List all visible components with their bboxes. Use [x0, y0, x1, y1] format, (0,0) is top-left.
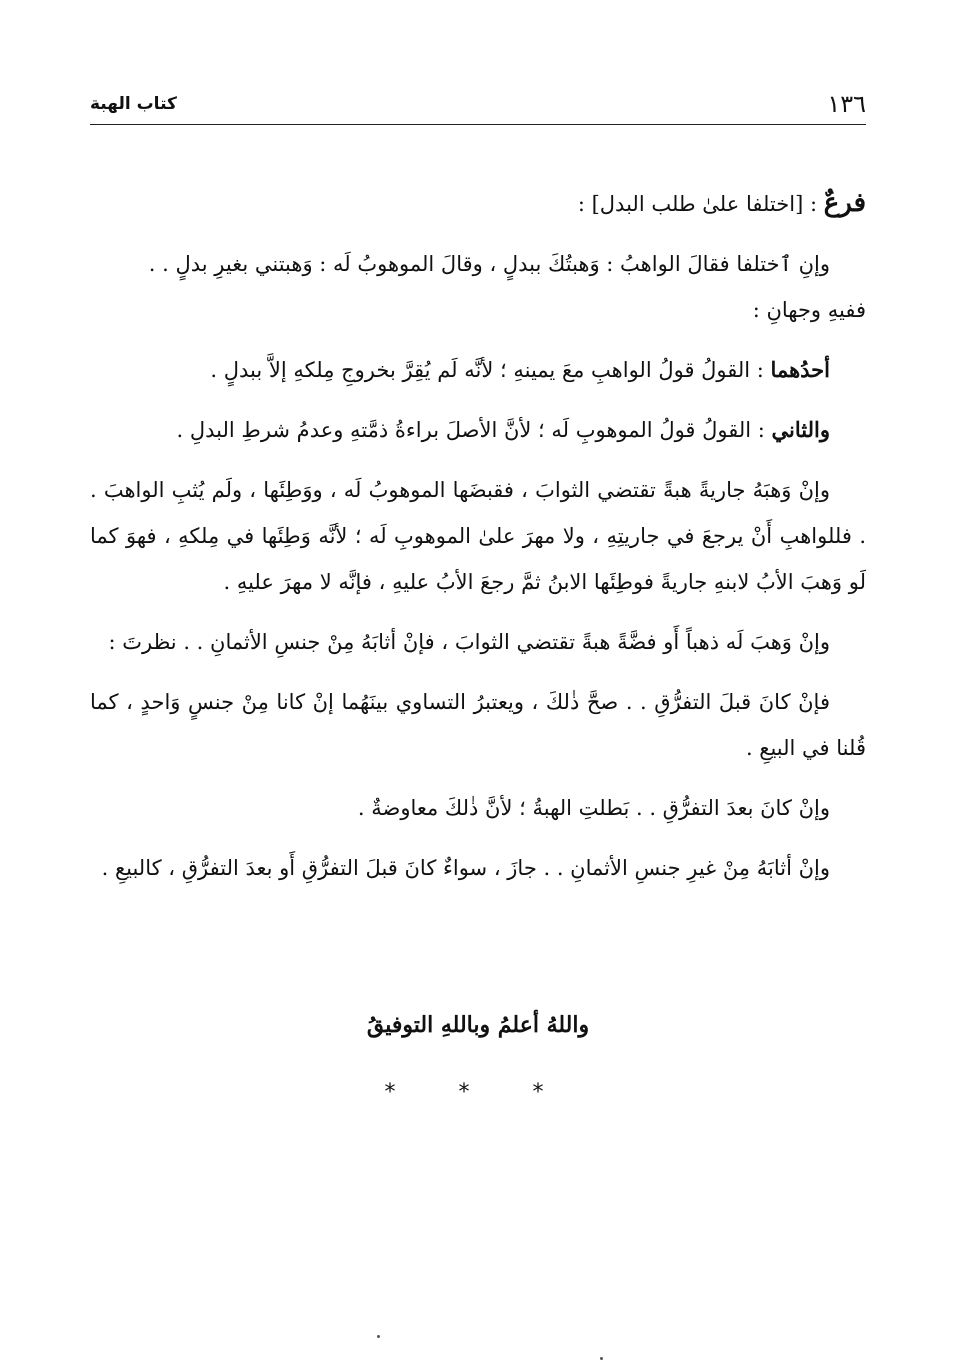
- section-label: فرعٌ: [823, 188, 866, 218]
- running-head: كتاب الهبة: [90, 94, 177, 114]
- page-number: ١٣٦: [827, 90, 866, 118]
- paragraph-lead: والثاني: [771, 417, 830, 442]
- paragraph-text: وإنِ ٱختلفا فقالَ الواهبُ : وَهبتُكَ ببدلٍ ، وقالَ الموهوبُ لَه : وَهبتني بغيرِ بدلٍ . .: [148, 252, 830, 276]
- section-separator: * * *: [384, 1080, 572, 1105]
- paragraph: [90, 407, 866, 453]
- closing-line: واللهُ أعلمُ وباللهِ التوفيقُ: [366, 1012, 590, 1038]
- paragraph-text: : القولُ قولُ الموهوبِ لَه ؛ لأنَّ الأصلَ براءةُ ذمَّتهِ وعدمُ شرطِ البدلِ .: [176, 418, 772, 442]
- scan-speck: [600, 1357, 603, 1360]
- paragraph-text: وإنْ وَهبَهُ جاريةً هبةً تقتضي الثوابَ ، فقبضَها الموهوبُ لَه ، ووَطِئَها ، ولَم يُثبِ الواهبَ . . فللواهبِ أَنْ يرجعَ في جاريتِهِ ، ولا مهرَ علىٰ الموهوبِ لَه ؛ لأنَّه وَطِئَها في مِلكهِ ، فهوَ كما لَو وَهبَ الأبُ لابنهِ جاريةً فوطِئَها الابنُ ثمَّ رجعَ الأبُ عليهِ ، فإنَّه لا مهرَ عليهِ .: [90, 478, 866, 594]
- paragraph-text: ففيهِ وجهانِ :: [752, 298, 866, 322]
- paragraph: [90, 467, 866, 605]
- paragraph-text: وإنْ أثابَهُ مِنْ غيرِ جنسِ الأثمانِ . . جازَ ، سواءٌ كانَ قبلَ التفرُّقِ أَو بعدَ التفرُّقِ ، كالبيعِ .: [101, 856, 830, 880]
- paragraph-text: وإنْ وَهبَ لَه ذهباً أَو فضَّةً هبةً تقتضي الثوابَ ، فإنْ أثابَهُ مِنْ جنسِ الأثمانِ . . نظرتَ :: [108, 630, 830, 654]
- scan-speck: [377, 1335, 380, 1338]
- paragraph-lead: أحدُهما: [770, 357, 830, 382]
- paragraph: [90, 785, 866, 831]
- section-heading: [90, 180, 866, 227]
- page-header: [90, 82, 866, 122]
- paragraph: [90, 347, 866, 393]
- body-text: [90, 180, 866, 905]
- paragraph: [90, 619, 866, 665]
- paragraph-text: فإنْ كانَ قبلَ التفرُّقِ . . صحَّ ذٰلكَ ، ويعتبرُ التساوي بينَهُما إنْ كانا مِنْ جنسٍ وَاحدٍ ، كما قُلنا في البيعِ .: [90, 690, 866, 760]
- header-rule: [90, 124, 866, 125]
- paragraph: [90, 679, 866, 771]
- paragraph: [90, 241, 866, 287]
- section-title: : [اختلفا علىٰ طلب البدل] :: [577, 192, 824, 216]
- paragraph: [90, 845, 866, 891]
- paragraph-text: وإنْ كانَ بعدَ التفرُّقِ . . بَطلتِ الهبةُ ؛ لأنَّ ذٰلكَ معاوضةٌ .: [357, 796, 830, 820]
- paragraph-text: : القولُ قولُ الواهبِ معَ يمينهِ ؛ لأنَّه لَم يُقِرَّ بخروجِ مِلكهِ إلاَّ ببدلٍ .: [210, 358, 771, 382]
- paragraph: [90, 287, 866, 333]
